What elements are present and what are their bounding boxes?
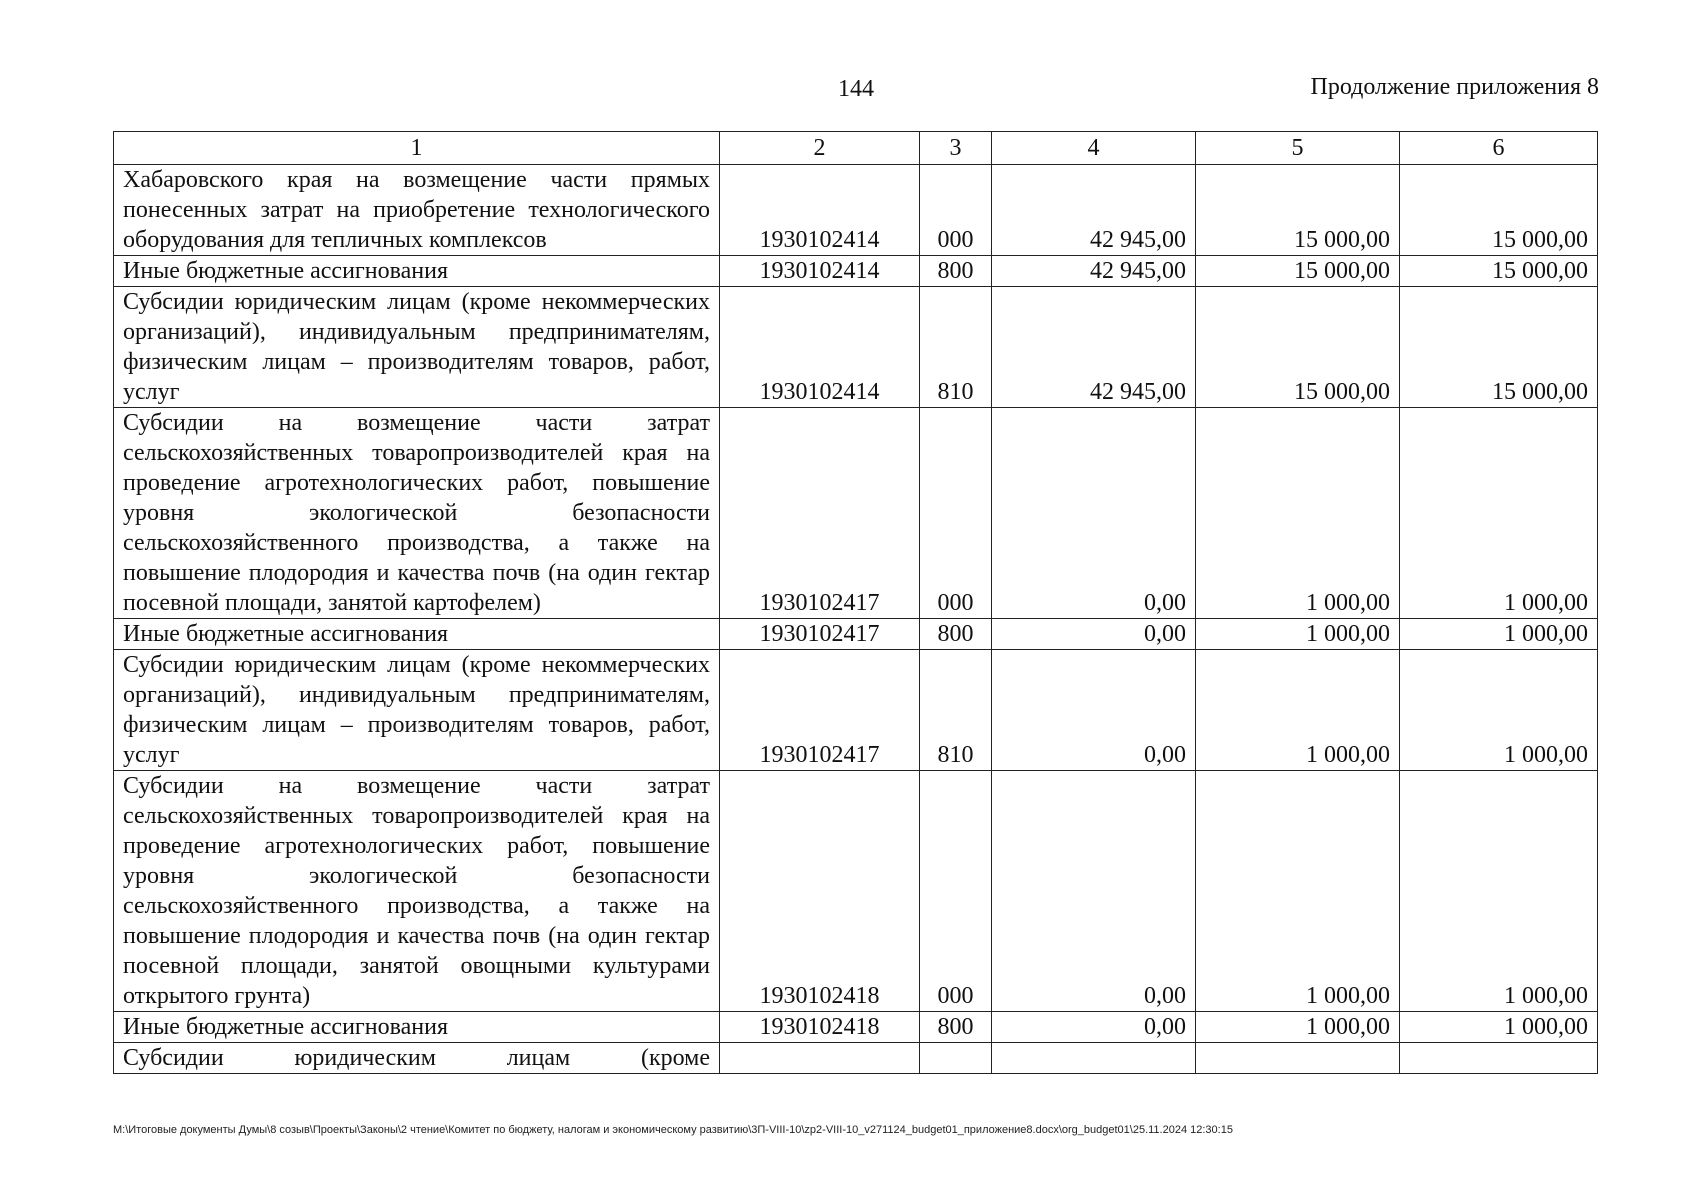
table-row xyxy=(114,256,1598,287)
row-description: Субсидии на возмещение части затрат сельскохозяйственных товаропроизводителей края на проведение агротехнологических работ, повышение уровня экологической безопасности сельскохозяйственного производства, а также на повышение плодородия и качества почв (на один гектар посевной площади, занятой картофелем) xyxy=(114,408,720,619)
amount-col4: 0,00 xyxy=(992,771,1196,1012)
target-code: 1930102417 xyxy=(720,408,920,619)
amount-col5: 1 000,00 xyxy=(1196,1012,1400,1043)
amount-col4: 0,00 xyxy=(992,1012,1196,1043)
expense-type-code: 000 xyxy=(920,165,992,256)
column-header: 1 xyxy=(114,132,720,165)
row-description: Хабаровского края на возмещение части прямых понесенных затрат на приобретение технологического оборудования для тепличных комплексов xyxy=(114,165,720,256)
target-code: 1930102418 xyxy=(720,1012,920,1043)
target-code xyxy=(720,1043,920,1074)
row-description: Иные бюджетные ассигнования xyxy=(114,256,720,287)
table-row xyxy=(114,650,1598,771)
amount-col5: 1 000,00 xyxy=(1196,771,1400,1012)
expense-type-code: 800 xyxy=(920,619,992,650)
expense-type-code: 000 xyxy=(920,408,992,619)
amount-col5: 1 000,00 xyxy=(1196,619,1400,650)
amount-col6: 1 000,00 xyxy=(1400,408,1598,619)
row-description: Субсидии на возмещение части затрат сельскохозяйственных товаропроизводителей края на проведение агротехнологических работ, повышение уровня экологической безопасности сельскохозяйственного производства, а также на повышение плодородия и качества почв (на один гектар посевной площади, занятой овощными культурами открытого грунта) xyxy=(114,771,720,1012)
amount-col4: 0,00 xyxy=(992,408,1196,619)
amount-col6: 15 000,00 xyxy=(1400,165,1598,256)
table-row xyxy=(114,1012,1598,1043)
continuation-title: Продолжение приложения 8 xyxy=(1310,74,1599,100)
amount-col5: 15 000,00 xyxy=(1196,165,1400,256)
amount-col5: 15 000,00 xyxy=(1196,287,1400,408)
expense-type-code xyxy=(920,1043,992,1074)
column-header: 6 xyxy=(1400,132,1598,165)
expense-type-code: 810 xyxy=(920,650,992,771)
amount-col4: 42 945,00 xyxy=(992,287,1196,408)
table-header-row xyxy=(114,132,1598,165)
page-number: 144 xyxy=(838,76,874,102)
amount-col6 xyxy=(1400,1043,1598,1074)
table-row xyxy=(114,771,1598,1012)
amount-col4: 0,00 xyxy=(992,619,1196,650)
amount-col4: 0,00 xyxy=(992,650,1196,771)
target-code: 1930102414 xyxy=(720,287,920,408)
amount-col5 xyxy=(1196,1043,1400,1074)
row-description: Субсидии юридическим лицам (кроме xyxy=(114,1043,720,1074)
table-row xyxy=(114,619,1598,650)
table-row xyxy=(114,408,1598,619)
amount-col5: 1 000,00 xyxy=(1196,650,1400,771)
target-code: 1930102417 xyxy=(720,650,920,771)
target-code: 1930102417 xyxy=(720,619,920,650)
table-row xyxy=(114,165,1598,256)
target-code: 1930102418 xyxy=(720,771,920,1012)
table-row xyxy=(114,1043,1598,1074)
amount-col6: 1 000,00 xyxy=(1400,650,1598,771)
amount-col6: 1 000,00 xyxy=(1400,771,1598,1012)
column-header: 3 xyxy=(920,132,992,165)
column-header: 4 xyxy=(992,132,1196,165)
expense-type-code: 800 xyxy=(920,1012,992,1043)
column-header: 5 xyxy=(1196,132,1400,165)
expense-type-code: 800 xyxy=(920,256,992,287)
target-code: 1930102414 xyxy=(720,165,920,256)
row-description: Субсидии юридическим лицам (кроме некоммерческих организаций), индивидуальным предпринимателям, физическим лицам – производителям товаров, работ, услуг xyxy=(114,650,720,771)
row-description: Субсидии юридическим лицам (кроме некоммерческих организаций), индивидуальным предпринимателям, физическим лицам – производителям товаров, работ, услуг xyxy=(114,287,720,408)
amount-col6: 1 000,00 xyxy=(1400,1012,1598,1043)
budget-table xyxy=(113,131,1598,1074)
amount-col4 xyxy=(992,1043,1196,1074)
file-path-footer: M:\Итоговые документы Думы\8 созыв\Проекты\Законы\2 чтение\Комитет по бюджету, налогам и экономическому развитию\3П-VIII-10\zp2-VIII-10_v271124_budget01_приложение8.docx\org_budget01\25.11.2024 12:30:15 xyxy=(113,1124,1233,1136)
target-code: 1930102414 xyxy=(720,256,920,287)
column-header: 2 xyxy=(720,132,920,165)
amount-col4: 42 945,00 xyxy=(992,165,1196,256)
amount-col4: 42 945,00 xyxy=(992,256,1196,287)
amount-col5: 15 000,00 xyxy=(1196,256,1400,287)
expense-type-code: 810 xyxy=(920,287,992,408)
amount-col6: 15 000,00 xyxy=(1400,287,1598,408)
table-row xyxy=(114,287,1598,408)
row-description: Иные бюджетные ассигнования xyxy=(114,1012,720,1043)
amount-col5: 1 000,00 xyxy=(1196,408,1400,619)
expense-type-code: 000 xyxy=(920,771,992,1012)
amount-col6: 1 000,00 xyxy=(1400,619,1598,650)
amount-col6: 15 000,00 xyxy=(1400,256,1598,287)
row-description: Иные бюджетные ассигнования xyxy=(114,619,720,650)
